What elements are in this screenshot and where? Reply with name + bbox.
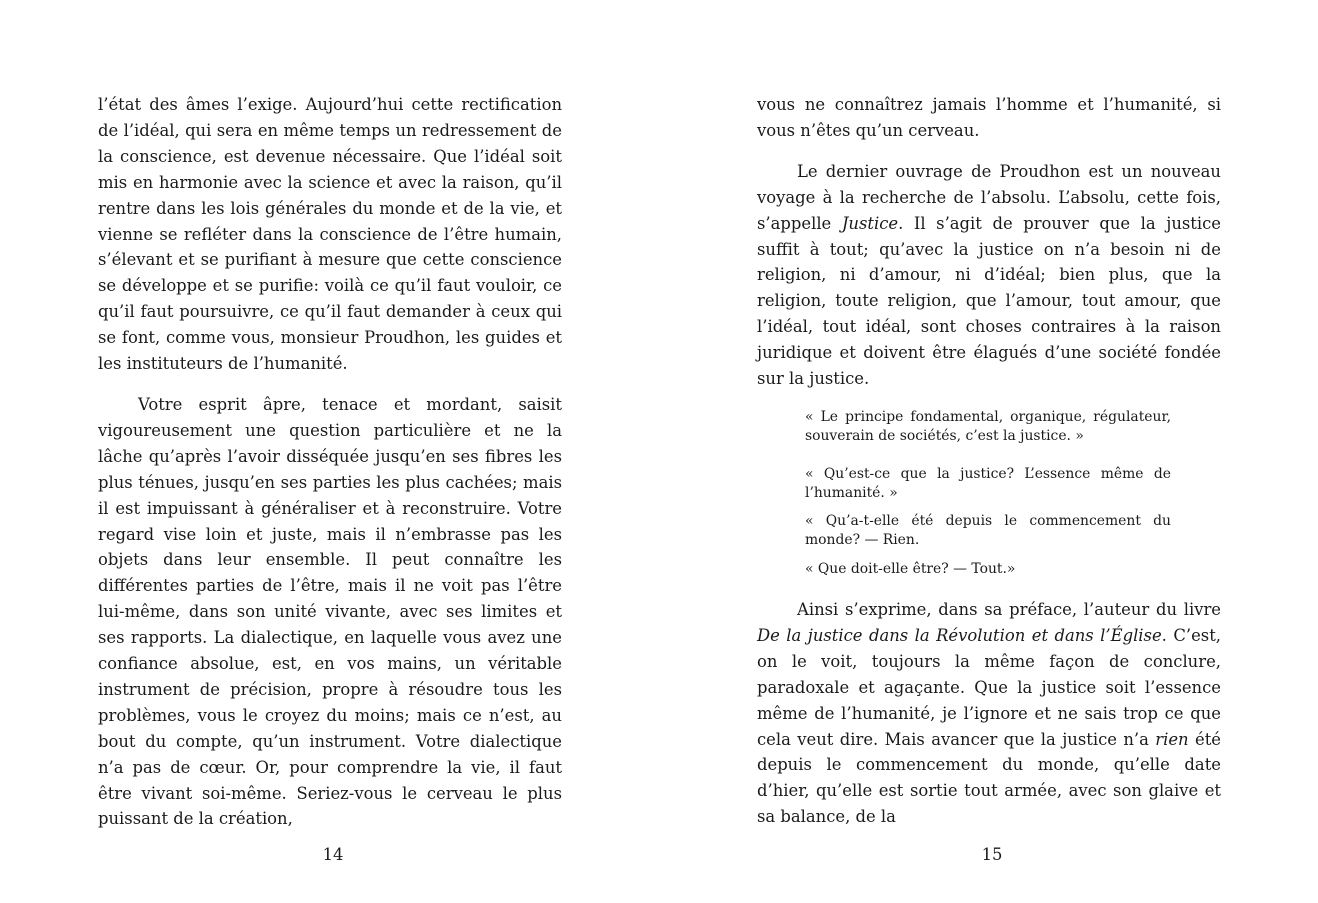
para2-text-before: Le dernier ouvrage de Proudhon est un nouveau voyage à la recherche de l’absolu. L’absolu, cette fois, s’appelle xyxy=(757,161,1221,233)
page-number-left: 14 xyxy=(322,845,344,864)
right-paragraph-2 xyxy=(757,159,1221,392)
quote-3: « Qu’a-t-elle été depuis le commencement du monde? — Rien. xyxy=(805,512,1171,548)
quote-4: « Que doit-elle être? — Tout.» xyxy=(805,560,1016,577)
para2-italic-justice: Justice xyxy=(841,213,899,233)
para3-italic-title: De la justice dans la Révolution et dans l’Église xyxy=(757,625,1162,645)
right-paragraph-continuation: vous ne connaîtrez jamais l’homme et l’humanité, si vous n’êtes qu’un cerveau. xyxy=(757,95,1221,140)
right-page xyxy=(757,92,1221,830)
para3-text-before: Ainsi s’exprime, dans sa préface, l’auteur du livre xyxy=(797,599,1221,619)
para3-text-after: été depuis le commencement du monde, qu’elle date d’hier, qu’elle est sortie tout armée, avec son glaive et sa balance, de la xyxy=(757,729,1221,827)
left-page xyxy=(98,92,562,832)
para2-text-after: . Il s’agit de prouver que la justice suffit à tout; qu’avec la justice on n’a besoin ni de religion, ni d’amour, ni d’idéal; bien plus, que la religion, toute religion, que l’amour, tout amour, que l’idéal, tout idéal, sont choses contraires à la raison juridique et doivent être élagués d’une société fondée sur la justice. xyxy=(757,213,1221,389)
quote-2: « Qu’est-ce que la justice? L’essence même de l’humanité. » xyxy=(805,465,1171,501)
page-number-right: 15 xyxy=(981,845,1003,864)
quote-1: « Le principe fondamental, organique, régulateur, souverain de sociétés, c’est la justice. » xyxy=(805,408,1171,444)
left-paragraph-2: Votre esprit âpre, tenace et mordant, saisit vigoureusement une question particulière et ne la lâche qu’après l’avoir disséquée jusqu’en ses fibres les plus ténues, jusqu’en ses parties les plus cachées; mais il est impuissant à généraliser et à reconstruire. Votre regard vise loin et juste, mais il n’embrasse pas les objets dans leur ensemble. Il peut connaître les différentes parties de l’être, mais il ne voit pas l’être lui-même, dans son unité vivante, avec ses limites et ses rapports. La dialectique, en laquelle vous avez une confiance absolue, est, en vos mains, un véritable instrument de précision, propre à résoudre tous les problèmes, vous le croyez du moins; mais ce n’est, au bout du compte, qu’un instrument. Votre dialectique n’a pas de cœur. Or, pour comprendre la vie, il faut être vivant soi-même. Seriez-vous le cerveau le plus puissant de la création, xyxy=(98,394,562,829)
left-paragraph-1: l’état des âmes l’exige. Aujourd’hui cette rectification de l’idéal, qui sera en même temps un redressement de la conscience, est devenue nécessaire. Que l’idéal soit mis en harmonie avec la science et avec la raison, qu’il rentre dans les lois générales du monde et de la vie, et vienne se refléter dans la conscience de l’être humain, s’élevant et se purifiant à mesure que cette conscience se développe et se purifie: voilà ce qu’il faut vouloir, ce qu’il faut poursuivre, ce qu’il faut demander à ceux qui se font, comme vous, monsieur Proudhon, les guides et les instituteurs de l’humanité. xyxy=(98,95,562,374)
right-paragraph-3 xyxy=(757,597,1221,830)
para3-italic-rien: rien xyxy=(1155,729,1189,749)
para3-text-middle: . C’est, on le voit, toujours la même façon de conclure, paradoxale et agaçante. Que la justice soit l’essence même de l’humanité, je l’ignore et ne sais trop ce que cela veut dire. Mais avancer que la justice n’a xyxy=(757,625,1221,749)
